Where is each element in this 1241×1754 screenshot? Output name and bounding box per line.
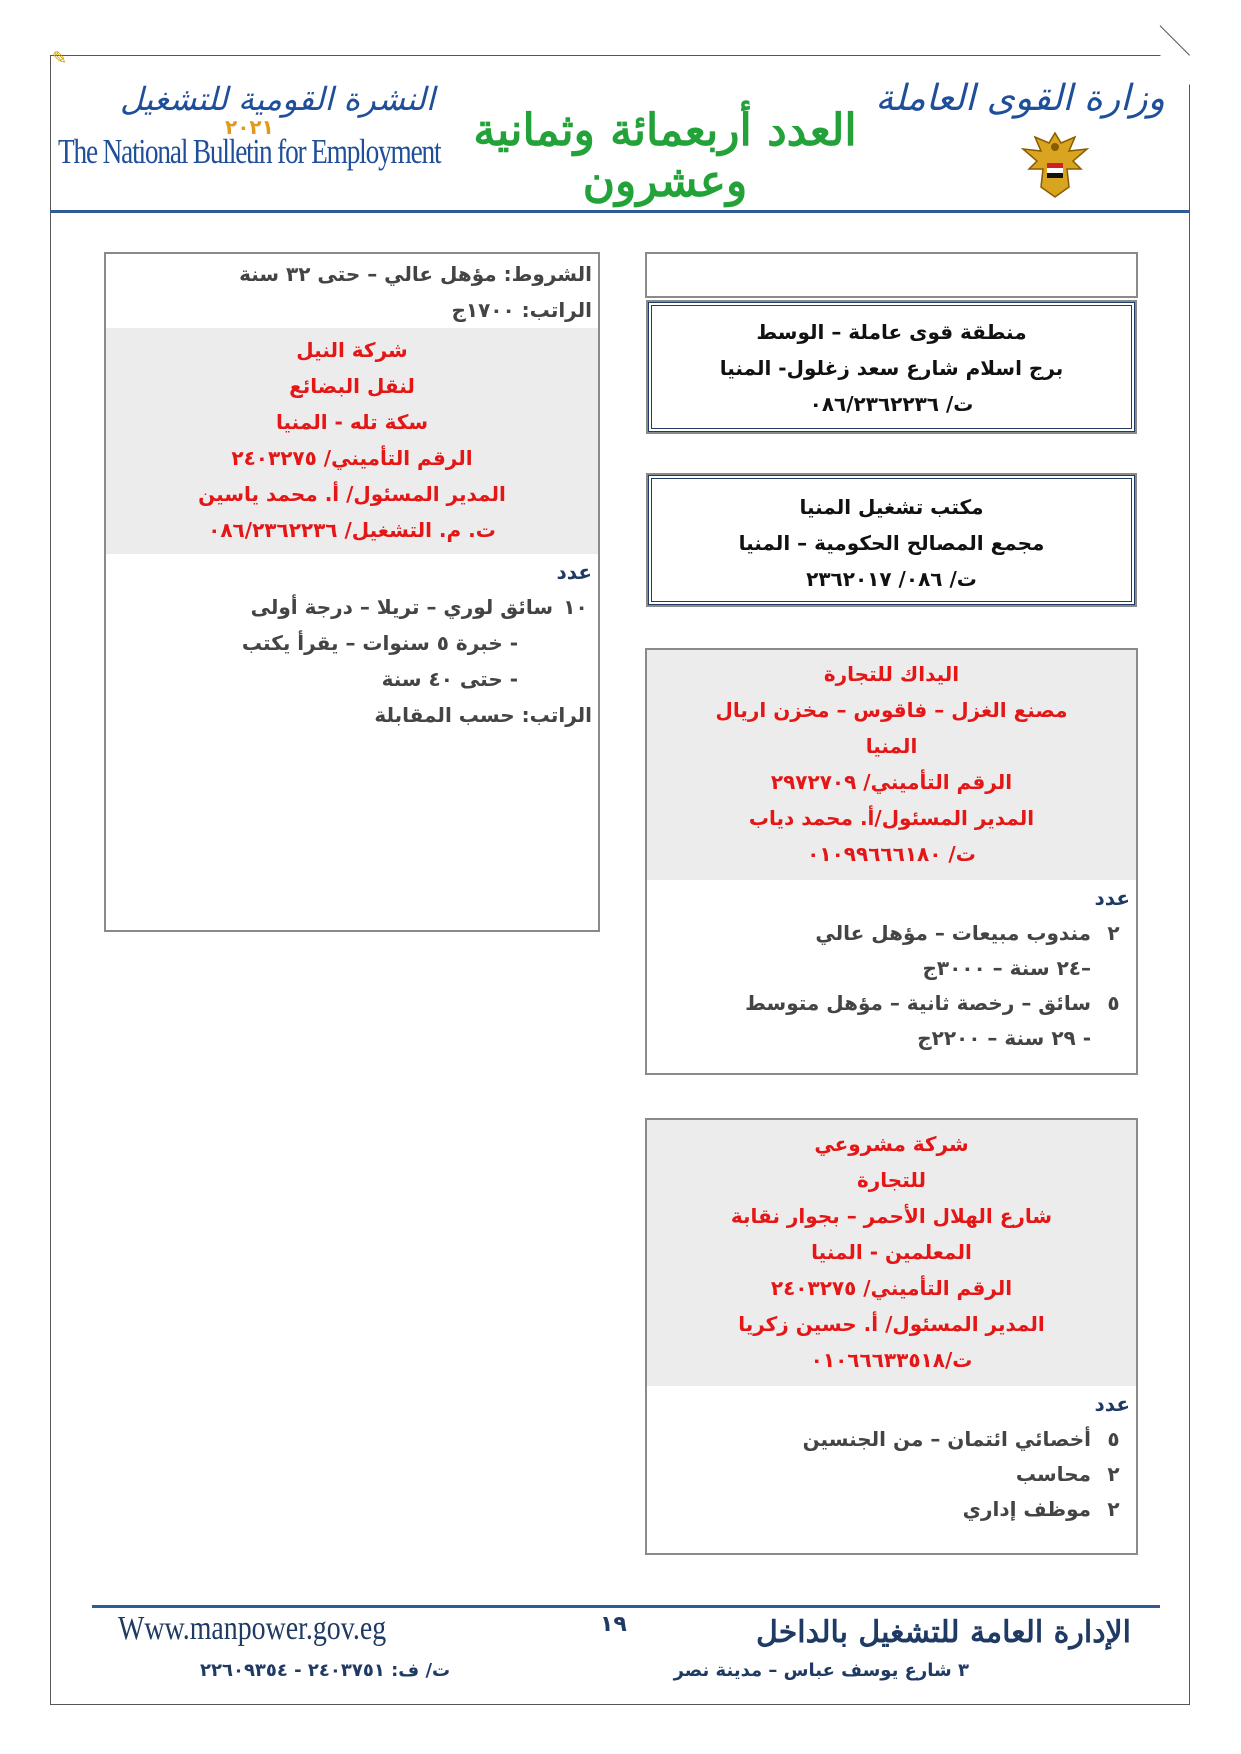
count-header: عدد: [1094, 886, 1130, 910]
company-card-nile: [104, 252, 600, 932]
region-address: برج اسلام شارع سعد زغلول- المنيا: [719, 356, 1064, 380]
job-count: ٢: [1107, 1462, 1120, 1486]
employment-office-box: [648, 475, 1135, 605]
company-info-block: [647, 650, 1136, 880]
job-salary: الراتب: ١٧٠٠ج: [451, 298, 592, 322]
job-count: ١٠: [563, 595, 588, 619]
job-count: [1091, 1021, 1136, 1056]
job-row: [647, 1492, 1136, 1527]
page-number: ١٩: [600, 1612, 627, 1637]
company-manager: المدير المسئول/ أ. محمد ياسين: [198, 482, 506, 506]
job-count: ٢: [1107, 1497, 1120, 1521]
eagle-emblem-icon: [1015, 125, 1095, 205]
office-name: مكتب تشغيل المنيا: [799, 495, 984, 519]
job-age-limit: - حتى ٤٠ سنة: [381, 667, 518, 691]
count-header: عدد: [1094, 1392, 1130, 1416]
job-row: [647, 1457, 1136, 1492]
job-title: سائق – رخصة ثانية – مؤهل متوسط: [745, 991, 1091, 1015]
job-count: ٥: [1107, 1427, 1120, 1451]
department-address: ٣ شارع يوسف عباس – مدينة نصر: [673, 1660, 969, 1681]
job-experience: - خبرة ٥ سنوات – يقرأ يكتب: [241, 631, 518, 655]
company-phone: ت/ ٠١٠٩٩٦٦٦١٨٠: [807, 842, 976, 866]
company-address: مصنع الغزل – فاقوس – مخزن اريال: [715, 698, 1068, 722]
region-phone: ت/ ٠٨٦/٢٣٦٢٢٣٦: [809, 392, 974, 416]
job-details: - ٢٩ سنة – ٢٢٠٠ج: [917, 1026, 1091, 1050]
company-info-block: [647, 1120, 1136, 1386]
company-address-city: المعلمين - المنيا: [811, 1240, 972, 1264]
company-phone: ت. م. التشغيل/ ٠٨٦/٢٣٦٢٢٣٦: [208, 518, 496, 542]
company-insurance-number: الرقم التأميني/ ٢٤٠٣٢٧٥: [770, 1276, 1013, 1300]
company-name: اليداك للتجارة: [823, 662, 960, 686]
department-phone: ت/ ف: ٢٤٠٣٧٥١ - ٢٢٦٠٩٣٥٤: [200, 1660, 451, 1681]
company-phone: ت/٠١٠٦٦٦٣٣٥١٨: [810, 1348, 973, 1372]
bulletin-title-english: The National Bulletin for Employment: [58, 132, 441, 171]
ministry-name: وزارة القوى العاملة: [875, 78, 1165, 119]
page-fold-line: [1160, 25, 1190, 55]
job-title: مندوب مبيعات – مؤهل عالي: [815, 921, 1091, 945]
company-manager: المدير المسئول/أ. محمد دياب: [748, 806, 1035, 830]
job-count: ٢: [1107, 921, 1120, 945]
company-name: شركة مشروعي: [814, 1132, 969, 1156]
footer-divider: [92, 1605, 1160, 1608]
bulletin-year: ٢٠٢١: [225, 115, 274, 139]
job-row: [647, 916, 1136, 951]
region-name: منطقة قوى عاملة – الوسط: [756, 320, 1027, 344]
company-name: شركة النيل: [296, 338, 408, 362]
company-name-suffix: لنقل البضائع: [289, 374, 415, 398]
header-divider: [50, 210, 1190, 213]
company-insurance-number: الرقم التأميني/ ٢٩٧٢٧٠٩: [770, 770, 1013, 794]
company-insurance-number: الرقم التأميني/ ٢٤٠٣٢٧٥: [231, 446, 473, 470]
company-card-eldak: [645, 648, 1138, 1075]
company-address: سكة تله - المنيا: [275, 410, 429, 434]
office-address: مجمع المصالح الحكومية – المنيا: [738, 531, 1045, 555]
company-name-suffix: للتجارة: [856, 1168, 927, 1192]
count-header: عدد: [556, 560, 592, 584]
job-row: [106, 590, 598, 625]
region-office-box: [648, 302, 1135, 432]
job-count: [1091, 951, 1136, 986]
job-row: [647, 1021, 1136, 1056]
job-title: سائق لوري – تريلا – درجة أولى: [250, 595, 553, 619]
job-row: [647, 1422, 1136, 1457]
department-name: الإدارة العامة للتشغيل بالداخل: [755, 1615, 1131, 1650]
company-manager: المدير المسئول/ أ. حسين زكريا: [738, 1312, 1045, 1336]
company-address-city: المنيا: [865, 734, 918, 758]
website-link[interactable]: Www.manpower.gov.eg: [118, 1610, 387, 1647]
company-info-block: [106, 328, 598, 554]
job-salary-interview: الراتب: حسب المقابلة: [374, 703, 592, 727]
issue-number: العدد أربعمائة وثمانية وعشرون: [473, 105, 857, 207]
job-title: موظف إداري: [962, 1497, 1091, 1521]
bulletin-title-arabic: النشرة القومية للتشغيل: [120, 80, 435, 118]
page-header: [50, 60, 1190, 210]
job-row: [647, 951, 1136, 986]
job-title: أخصائي ائتمان – من الجنسين: [802, 1427, 1091, 1451]
company-address: شارع الهلال الأحمر – بجوار نقابة: [730, 1204, 1053, 1228]
office-phone: ت/ ٠٨٦/ ٢٣٦٢٠١٧: [806, 567, 977, 591]
job-details: –٢٤ سنة – ٣٠٠٠ج: [922, 956, 1091, 980]
job-title: محاسب: [1015, 1462, 1091, 1486]
company-card-mashrouy: [645, 1118, 1138, 1555]
pin-icon: ✎: [52, 48, 68, 69]
empty-header-box: [645, 252, 1138, 298]
job-conditions: الشروط: مؤهل عالي – حتى ٣٢ سنة: [239, 262, 592, 286]
job-row: [647, 986, 1136, 1021]
job-count: ٥: [1107, 991, 1120, 1015]
